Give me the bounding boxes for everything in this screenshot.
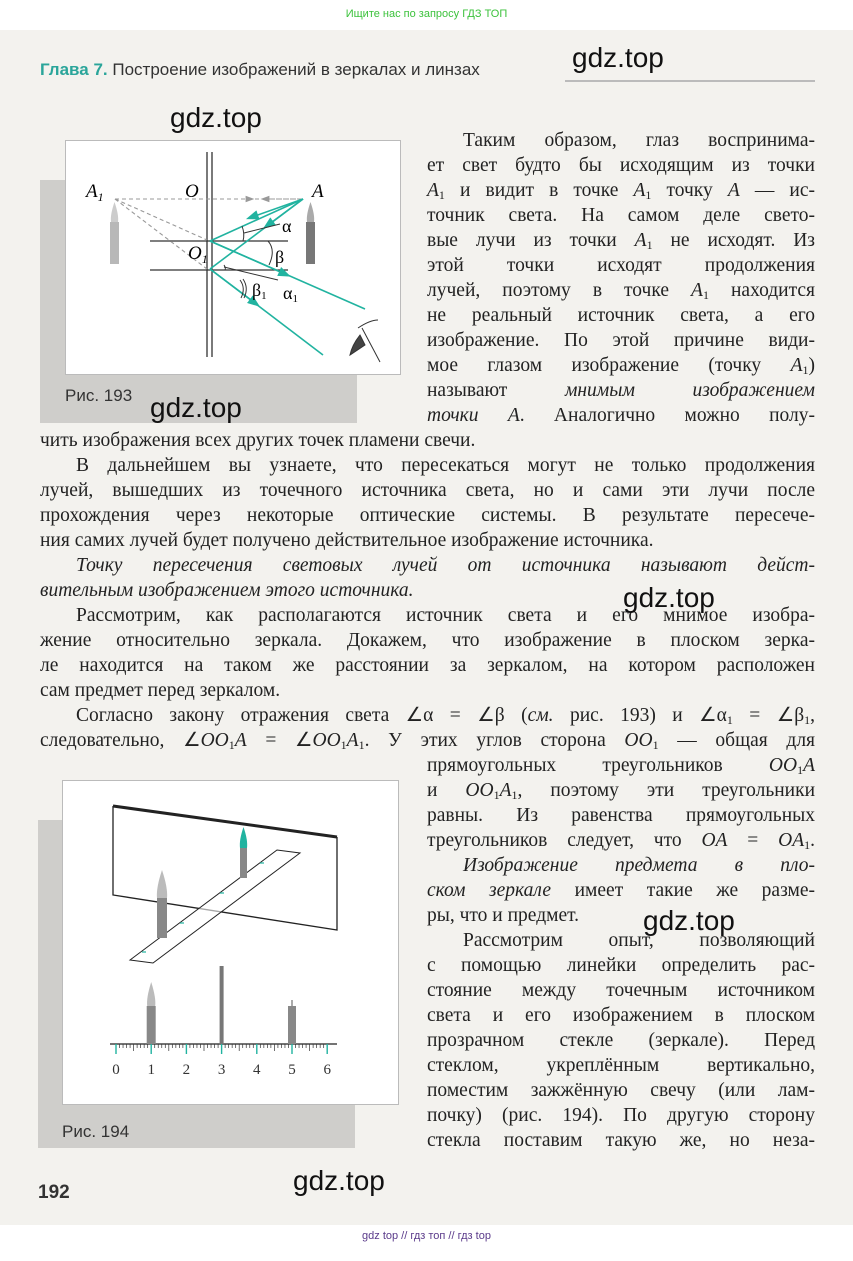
text-line: стекла поставим такую же, но неза-	[427, 1130, 815, 1151]
label-beta: β	[275, 247, 285, 267]
text-line: ском зеркале имеет такие же разме-	[427, 880, 816, 901]
chapter-header	[40, 60, 480, 80]
candle-image-icon	[240, 827, 247, 878]
text-line: и $OO_1A_1$, поэтому эти треугольники	[427, 780, 816, 802]
text-line: не реальный источник света, а его	[427, 305, 815, 326]
ruler-label: 4	[253, 1062, 261, 1078]
text-line: поместим зажжённую свечу (или лам-	[427, 1080, 815, 1101]
text-line: стояние между точечным источником	[427, 980, 815, 1001]
text-line: лучей, вышедших из точечного источника света, но и сами эти лучи после	[40, 480, 815, 501]
text-line: света и его изображением в плоском	[427, 1005, 815, 1026]
text-line: прямоугольных треугольников $OO_1A$	[427, 755, 815, 777]
ruler-label: 3	[217, 1062, 226, 1078]
label-O1: $O_1$	[188, 243, 208, 266]
text-line: вительным изображением этого источника.	[40, 580, 414, 601]
glass-plate	[113, 806, 337, 930]
watermark: gdz.top	[150, 392, 242, 423]
text-line: следовательно, $\angle OO_1A$ = $\angle OO_1A_1$. У этих углов сторона $OO_1$ — общая для	[40, 730, 816, 752]
eye-icon	[350, 320, 380, 362]
text-line: Изображение предмета в пло-	[463, 855, 815, 876]
ruler-label: 5	[288, 1062, 296, 1078]
text-line: Рассмотрим опыт, позволяющий	[463, 930, 815, 951]
label-A: A	[312, 181, 324, 202]
unlit-candle-icon	[288, 1006, 296, 1044]
label-A1: $A_1$	[86, 181, 104, 204]
text-line: изображение. По этой причине види-	[427, 330, 815, 351]
text-line: почку) (рис. 194). По другую сторону	[427, 1105, 815, 1126]
text-line: лучей, поэтому в точке $A_1$ находится	[427, 280, 815, 302]
candle-icon	[147, 1006, 156, 1044]
candle-icon	[157, 870, 167, 938]
label-alpha1: α1	[283, 283, 298, 305]
candle-image-icon	[110, 202, 119, 264]
text-line: сам предмет перед зеркалом.	[40, 680, 281, 701]
watermark: gdz.top	[293, 1165, 385, 1196]
header-rule	[565, 80, 815, 82]
ruler-label: 0	[112, 1062, 120, 1078]
glass-edge	[220, 966, 224, 1044]
watermark: gdz.top	[643, 905, 735, 936]
page-number: 192	[38, 1182, 70, 1203]
ruler-label: 1	[147, 1062, 155, 1078]
text-line: чить изображения всех других точек пламени свечи.	[40, 430, 476, 451]
label-beta1: β1	[252, 280, 267, 302]
ruler-strip	[130, 850, 300, 963]
chapter-title: Построение изображений в зеркалах и линзах	[112, 60, 480, 79]
label-O: O	[185, 181, 199, 202]
text-line: прозрачном стекле (зеркале). Перед	[427, 1030, 815, 1051]
text-line: точник света. На самом деле свето-	[427, 205, 815, 226]
figure-194-caption: Рис. 194	[62, 1122, 130, 1141]
text-line: $A_1$ и видит в точке $A_1$ точку A — ис-	[427, 180, 816, 202]
ruler	[110, 966, 337, 1078]
bottom-banner[interactable]: gdz top // гдз топ // гдз top	[362, 1230, 491, 1242]
label-alpha: α	[282, 216, 292, 236]
text-line: равны. Из равенства прямоугольных	[427, 805, 815, 826]
watermark: gdz.top	[623, 582, 715, 613]
text-line: вые лучи из точки $A_1$ не исходят. Из	[427, 230, 815, 252]
text-line: точки A. Аналогично можно полу-	[427, 405, 815, 426]
text-line: ния самих лучей будет получено действительное изображение источника.	[40, 530, 654, 551]
candle-source-icon	[306, 202, 315, 264]
text-line: Согласно закону отражения света ∠α = ∠β (см. рис. 193) и $\angle\alpha_1$ = $\angle\beta_1$,	[76, 705, 816, 727]
text-line: называют мнимым изображением	[427, 380, 815, 401]
text-line: ле находится на таком же расстоянии за зеркалом, на котором расположен	[40, 655, 815, 676]
text-line: мое глазом изображение (точку $A_1$)	[427, 355, 815, 377]
text-line: В дальнейшем вы узнаете, что пересекаться могут не только продолжения	[76, 455, 815, 476]
figure-193-caption: Рис. 193	[65, 386, 133, 405]
chapter-number: Глава 7.	[40, 60, 108, 79]
flame-icon	[147, 982, 155, 1006]
figure-193	[40, 130, 430, 430]
text-line: Точку пересечения световых лучей от источника называют дейст-	[76, 555, 815, 576]
text-line: с помощью линейки определить рас-	[427, 955, 815, 976]
text-line: ет свет будто бы исходящим из точки	[427, 155, 815, 176]
text-line: Рассмотрим, как располагаются источник света и его мнимое изобра-	[76, 605, 815, 626]
ruler-label: 6	[323, 1062, 331, 1078]
watermark: gdz.top	[170, 102, 262, 133]
text-line: жение относительно зеркала. Докажем, что изображение в плоском зерка-	[40, 630, 815, 651]
text-line: стеклом, укреплённым вертикально,	[427, 1055, 815, 1076]
watermark: gdz.top	[572, 42, 664, 73]
top-banner[interactable]: Ищите нас по запросу ГДЗ ТОП	[345, 8, 508, 20]
text-line: этой точки исходят продолжения	[427, 255, 815, 276]
text-line: прохождения через некоторые оптические системы. В результате пересече-	[40, 505, 815, 526]
ruler-label: 2	[182, 1062, 191, 1078]
text-line: треугольников следует, что OA = $OA_1$.	[427, 830, 815, 852]
text-line: Таким образом, глаз воспринима-	[463, 130, 815, 151]
figure-194	[30, 770, 410, 1150]
text-line: ры, что и предмет.	[427, 905, 580, 926]
